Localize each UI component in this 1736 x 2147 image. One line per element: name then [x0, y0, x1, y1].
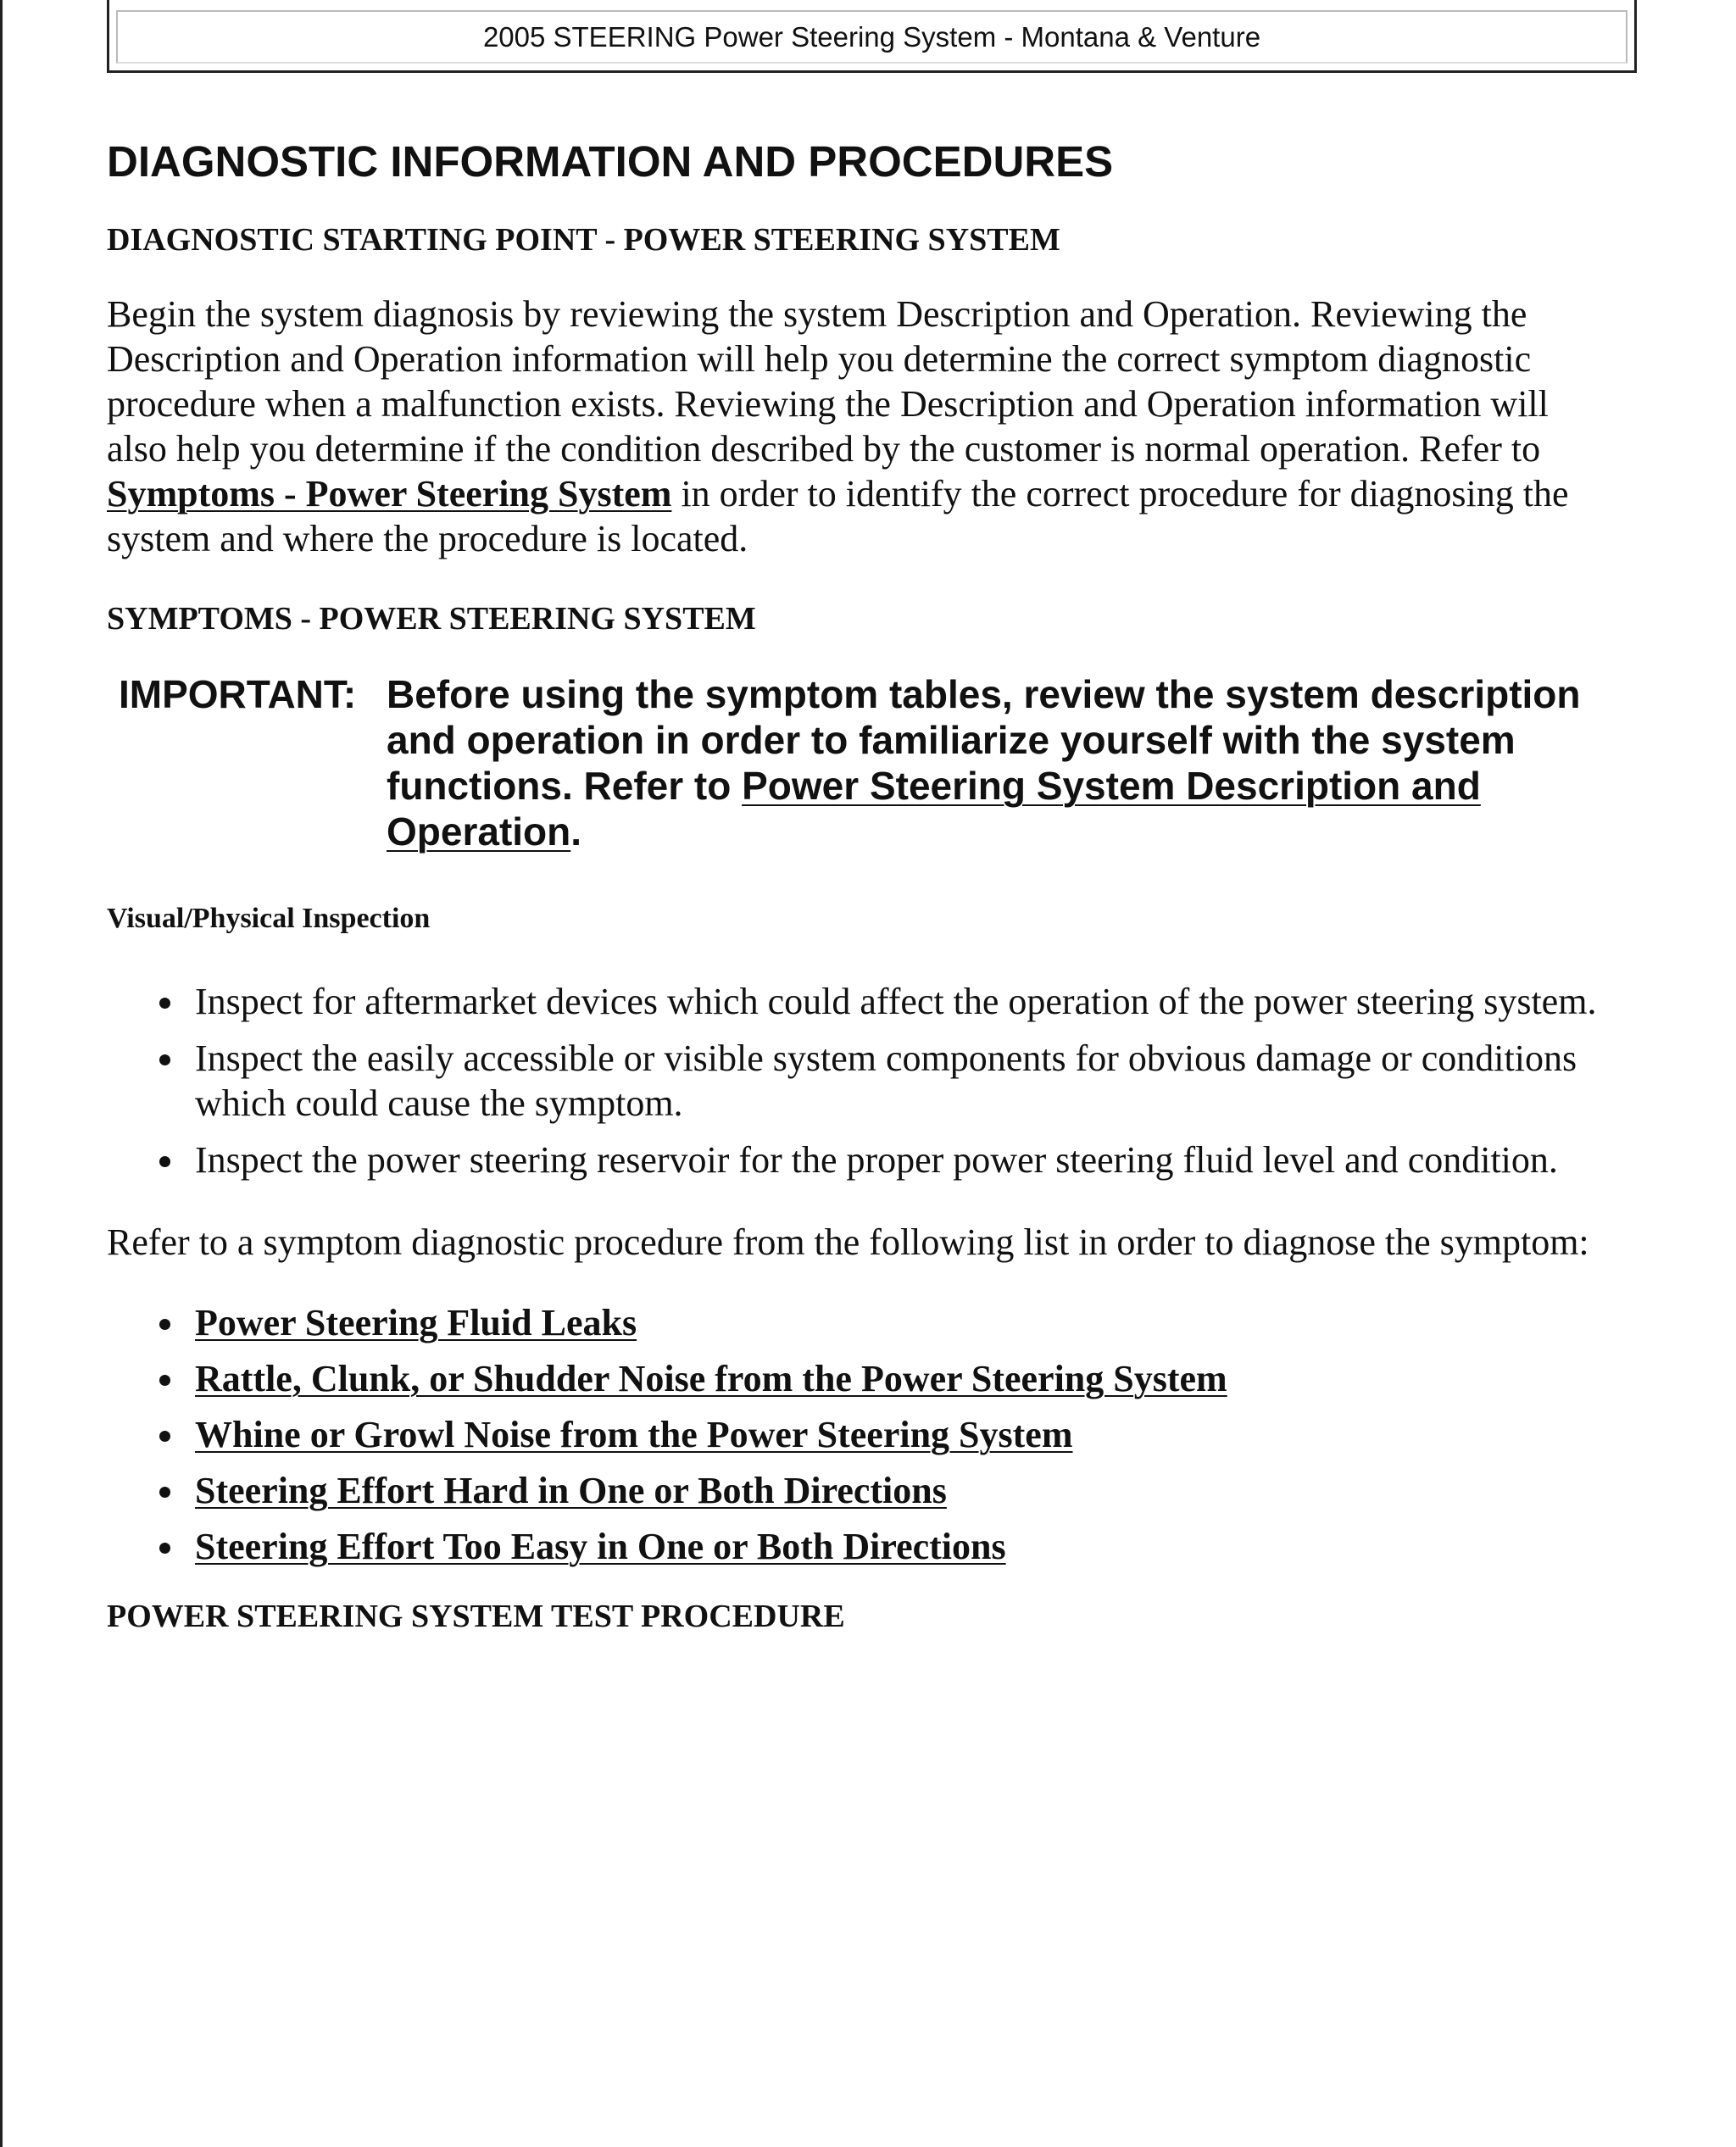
effort-hard-link[interactable]: Steering Effort Hard in One or Both Directions — [195, 1470, 947, 1512]
list-item: Inspect the easily accessible or visible system components for obvious damage or conditions which could cause the symptom. — [107, 1036, 1616, 1126]
paragraph-text-end: in order to identify the correct procedure for diagnosing the system and where the procedure is located. — [107, 472, 1569, 559]
list-item — [107, 1300, 1616, 1345]
page-header — [107, 0, 1637, 73]
subheading-visual-inspection: Visual/Physical Inspection — [107, 903, 431, 935]
fluid-leaks-link[interactable]: Power Steering Fluid Leaks — [195, 1302, 637, 1344]
symptoms-power-steering-link[interactable]: Symptoms - Power Steering System — [107, 472, 672, 515]
list-item: Inspect for aftermarket devices which could affect the operation of the power steering system. — [107, 979, 1616, 1024]
bullet-icon — [159, 1431, 170, 1442]
symptom-procedure-list — [107, 1300, 1616, 1569]
bullet-icon — [159, 1487, 170, 1498]
list-item — [107, 1412, 1616, 1457]
section-heading-starting-point: DIAGNOSTIC STARTING POINT - POWER STEERING SYSTEM — [107, 222, 1060, 259]
document-body — [107, 136, 1616, 1637]
page-left-border — [0, 0, 3, 2147]
starting-point-paragraph — [107, 292, 1616, 561]
important-end: . — [570, 809, 582, 854]
bullet-icon — [159, 1054, 170, 1065]
bullet-icon — [159, 1543, 170, 1554]
rattle-clunk-link[interactable]: Rattle, Clunk, or Shudder Noise from the Power Steering System — [195, 1358, 1227, 1400]
section-heading-symptoms: SYMPTOMS - POWER STEERING SYSTEM — [107, 600, 756, 637]
refer-paragraph: Refer to a symptom diagnostic procedure from the following list in order to diagnose the symptom: — [107, 1221, 1589, 1264]
list-item — [107, 1356, 1616, 1401]
list-item — [107, 1468, 1616, 1513]
important-label: IMPORTANT: — [119, 672, 357, 717]
bullet-icon — [159, 1319, 170, 1330]
header-title: 2005 STEERING Power Steering System - Montana & Venture — [116, 10, 1628, 64]
list-item: Inspect the power steering reservoir for the proper power steering fluid level and condition. — [107, 1137, 1616, 1182]
bullet-icon — [159, 998, 170, 1009]
paragraph-text-start: Begin the system diagnosis by reviewing the system Description and Operation. Reviewing the Description and Operation information will help you determine the correct symptom diagnostic procedure when a malfunction exists. Reviewing the Description and Operation information will also help you determine if the condition described by the customer is normal operation. Refer to — [107, 292, 1549, 470]
important-note — [119, 671, 1616, 854]
inspection-list — [107, 979, 1616, 1182]
bullet-icon — [159, 1375, 170, 1386]
page-title: DIAGNOSTIC INFORMATION AND PROCEDURES — [107, 137, 1114, 186]
whine-growl-link[interactable]: Whine or Growl Noise from the Power Steering System — [195, 1414, 1073, 1456]
important-body: Before using the symptom tables, review the system description and operation in order to familiarize yourself with the system functions. Refer to — [387, 672, 1581, 809]
list-item — [107, 1524, 1616, 1569]
bullet-icon — [159, 1156, 170, 1167]
section-heading-test-procedure: POWER STEERING SYSTEM TEST PROCEDURE — [107, 1599, 845, 1635]
system-description-link[interactable]: Power Steering System Description and Operation — [387, 764, 1481, 854]
important-text — [387, 671, 1590, 854]
effort-easy-link[interactable]: Steering Effort Too Easy in One or Both Directions — [195, 1526, 1006, 1568]
